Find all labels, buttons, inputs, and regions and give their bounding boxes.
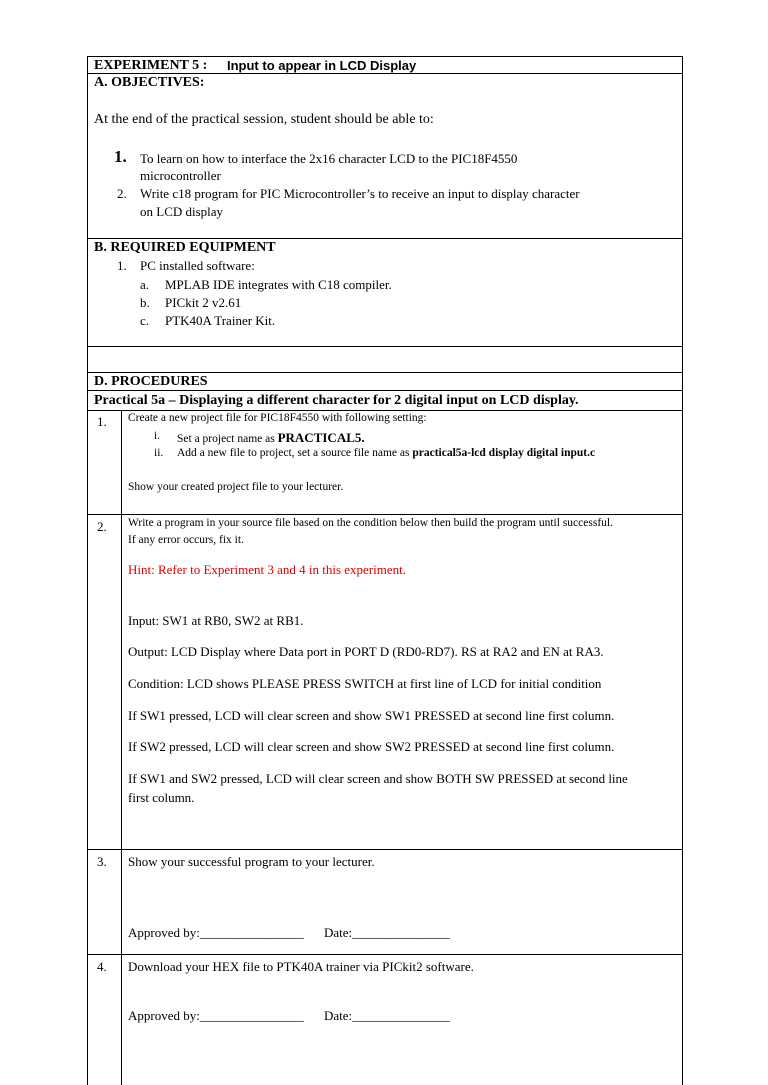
- step-intro: Create a new project file for PIC18F4550 with following setting:: [128, 412, 427, 424]
- step-text: Show your successful program to your lecturer.: [128, 854, 375, 869]
- approved-by-field: Approved by:________________: [128, 925, 304, 940]
- date-field: Date:_______________: [324, 925, 450, 940]
- equipment-subitem-letter: c.: [140, 313, 150, 328]
- step-number: 1.: [97, 414, 107, 429]
- experiment-label: EXPERIMENT 5 :: [94, 58, 208, 73]
- equipment-section: [87, 238, 683, 347]
- approved-by-field: Approved by:________________: [128, 1008, 304, 1023]
- step-input: Input: SW1 at RB0, SW2 at RB1.: [128, 613, 304, 628]
- step-condition: Condition: LCD shows PLEASE PRESS SWITCH at first line of LCD for initial condition: [128, 676, 602, 691]
- step-text: Write a program in your source file based on the condition below then build the program until successful.: [128, 517, 613, 529]
- equipment-subitem-letter: b.: [140, 295, 150, 310]
- step-sw2: If SW2 pressed, LCD will clear screen and show SW2 PRESSED at second line first column.: [128, 739, 615, 754]
- step-number: 4.: [97, 959, 107, 974]
- step-number: 2.: [97, 519, 107, 534]
- equipment-heading: B. REQUIRED EQUIPMENT: [94, 240, 276, 255]
- step-text: Download your HEX file to PTK40A trainer via PICkit2 software.: [128, 959, 474, 974]
- step-number: 3.: [97, 854, 107, 869]
- practical-title-row: [87, 390, 683, 411]
- step-both: first column.: [128, 790, 195, 805]
- step-hint: Hint: Refer to Experiment 3 and 4 in this experiment.: [128, 562, 406, 577]
- procedures-heading: D. PROCEDURES: [94, 374, 208, 389]
- objective-text: on LCD display: [140, 204, 224, 219]
- objective-number: 1.: [114, 147, 127, 166]
- step-sw1: If SW1 pressed, LCD will clear screen and show SW1 PRESSED at second line first column.: [128, 708, 615, 723]
- equipment-subitem: PICkit 2 v2.61: [165, 295, 242, 310]
- experiment-header-row: [87, 56, 683, 74]
- procedure-step-2: [87, 514, 683, 850]
- objective-text: Write c18 program for PIC Microcontroller’s to receive an input to display character: [140, 186, 580, 201]
- date-field: Date:_______________: [324, 1008, 450, 1023]
- practical-title: Practical 5a – Displaying a different character for 2 digital input on LCD display.: [94, 393, 579, 408]
- step-text: If any error occurs, fix it.: [128, 534, 244, 546]
- experiment-title: Input to appear in LCD Display: [227, 58, 417, 73]
- equipment-subitem-letter: a.: [140, 277, 150, 292]
- equipment-subitem: PTK40A Trainer Kit.: [165, 313, 276, 328]
- step-subitem: Set a project name as PRACTICAL5.: [177, 430, 365, 445]
- objectives-heading: A. OBJECTIVES:: [94, 75, 205, 90]
- step-note: Show your created project file to your lecturer.: [128, 481, 344, 493]
- objective-number: 2.: [117, 186, 127, 201]
- objectives-intro: At the end of the practical session, student should be able to:: [94, 112, 434, 127]
- objective-text: microcontroller: [140, 168, 221, 183]
- procedure-step-3: [87, 849, 683, 955]
- empty-row: [87, 346, 683, 373]
- step-subitem-number: i.: [154, 430, 161, 442]
- equipment-number: 1.: [117, 258, 127, 273]
- step-both: If SW1 and SW2 pressed, LCD will clear screen and show BOTH SW PRESSED at second line: [128, 771, 628, 786]
- step-output: Output: LCD Display where Data port in PORT D (RD0-RD7). RS at RA2 and EN at RA3.: [128, 644, 604, 659]
- procedure-step-1: [87, 410, 683, 515]
- equipment-subitem: MPLAB IDE integrates with C18 compiler.: [165, 277, 392, 292]
- procedures-heading-row: [87, 372, 683, 391]
- objective-text: To learn on how to interface the 2x16 character LCD to the PIC18F4550: [140, 151, 518, 166]
- step-subitem: Add a new file to project, set a source file name as practical5a-lcd display digital input.c: [177, 447, 596, 459]
- step-subitem-number: ii.: [154, 447, 164, 459]
- procedure-step-4: [87, 954, 683, 1085]
- objectives-section: [87, 73, 683, 239]
- equipment-label: PC installed software:: [140, 258, 255, 273]
